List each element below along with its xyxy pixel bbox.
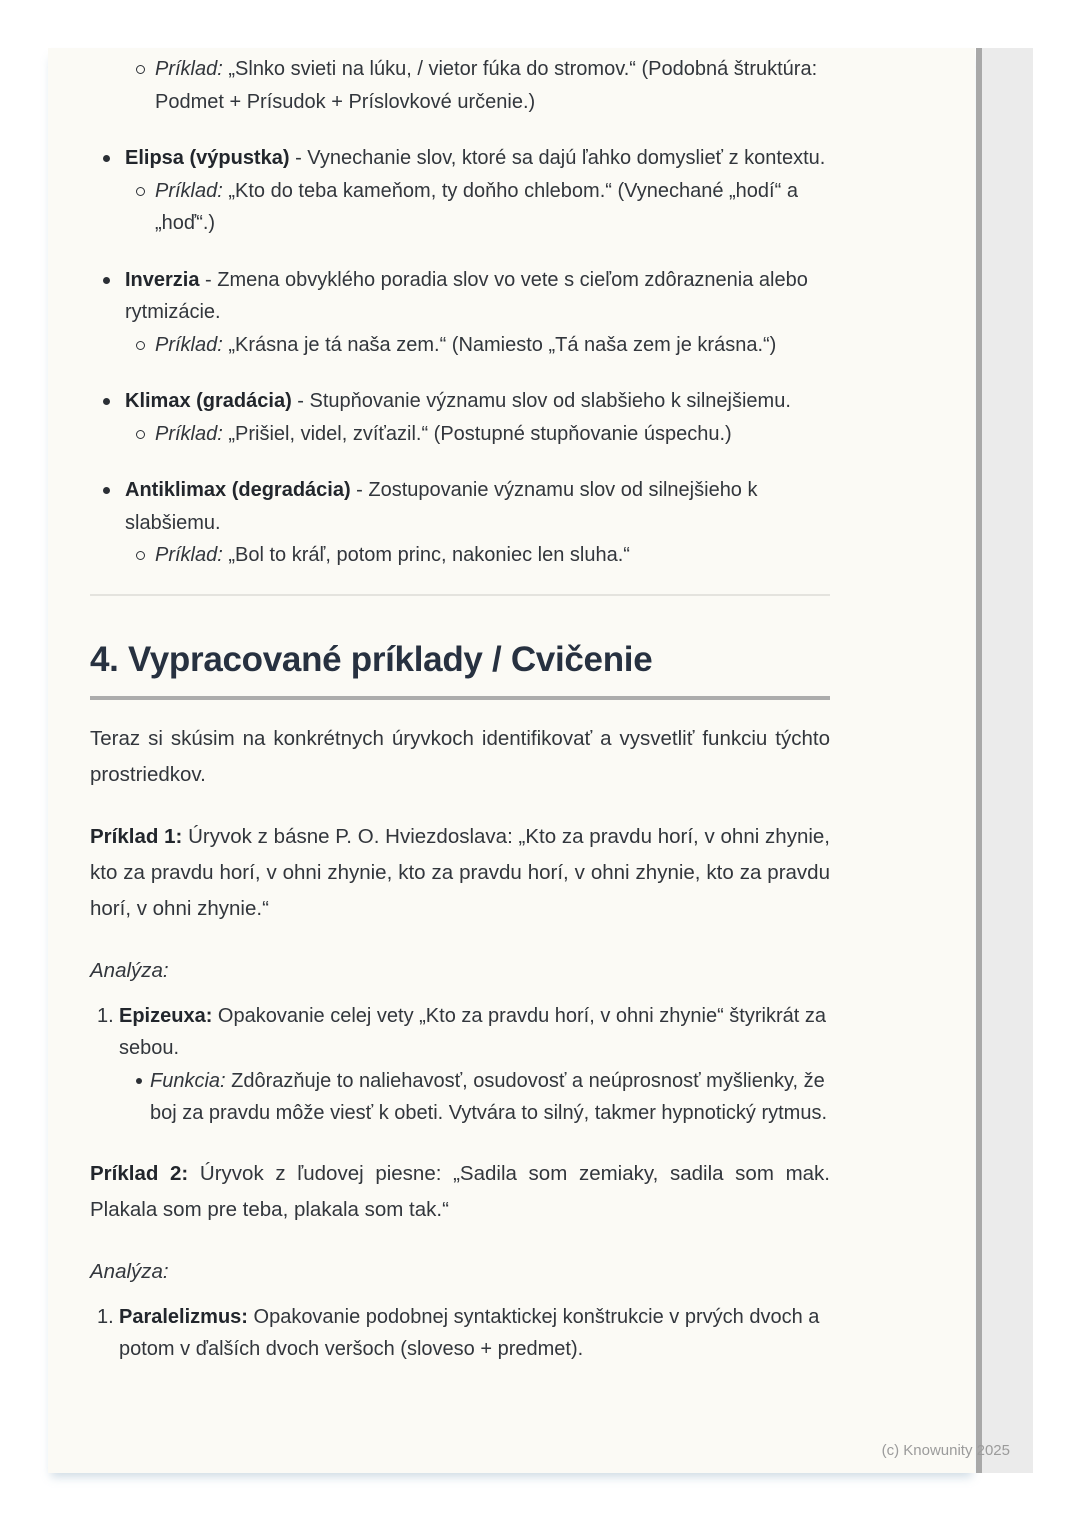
example-text: „Prišiel, videl, zvíťazil.“ (Postupné stupňovanie úspechu.) xyxy=(222,422,732,445)
circle-bullet-icon xyxy=(136,551,145,560)
device-term: Inverzia xyxy=(125,268,200,291)
device-definition xyxy=(125,474,830,539)
section-heading: 4. Vypracované príklady / Cvičenie xyxy=(90,639,653,679)
list-item-elipsa xyxy=(90,142,830,240)
device-definition xyxy=(125,142,830,175)
dot-bullet-icon xyxy=(136,1078,142,1084)
list-item-antiklimax xyxy=(90,474,830,572)
device-definition xyxy=(125,264,830,329)
device-sublist xyxy=(125,418,830,451)
list-item-paralelizmus xyxy=(90,1301,830,1366)
example2-paragraph xyxy=(90,1156,830,1228)
device-sublist xyxy=(125,175,830,240)
dot-bullet-icon xyxy=(103,155,110,162)
example-list-item xyxy=(125,329,830,362)
list-number: 1. xyxy=(97,1004,114,1027)
example-list-item xyxy=(125,539,830,572)
device-sublist xyxy=(125,329,830,362)
devices-list xyxy=(90,142,830,572)
page-content xyxy=(90,48,830,1366)
device-term: Klimax (gradácia) xyxy=(125,390,292,412)
function-label: Funkcia: xyxy=(150,1069,226,1092)
analysis1-label: Analýza: xyxy=(90,958,169,982)
analysis-term: Paralelizmus: xyxy=(119,1305,248,1328)
intro-paragraph: Teraz si skúsim na konkrétnych úryvkoch identifikovať a vysvetliť funkciu týchto prostriedkov. xyxy=(90,726,830,786)
watermark: (c) Knowunity 2025 xyxy=(881,1442,1010,1459)
device-term: Elipsa (výpustka) xyxy=(125,147,290,169)
example2-label: Príklad 2: xyxy=(90,1161,189,1185)
analysis-text xyxy=(119,1000,830,1065)
analysis-sublist xyxy=(119,1065,830,1130)
example2-text: Úryvok z ľudovej piesne: „Sadila som zemiaky, sadila som mak. Plakala som pre teba, plakala som tak.“ xyxy=(90,1161,830,1221)
circle-bullet-icon xyxy=(136,430,145,439)
example1-paragraph xyxy=(90,819,830,927)
example-text: „Bol to kráľ, potom princ, nakoniec len sluha.“ xyxy=(222,544,630,566)
function-text: Zdôrazňuje to naliehavosť, osudovosť a neúprosnosť myšlienky, že boj za pravdu môže viesť k obeti. Vytvára to silný, takmer hypnotický rytmus. xyxy=(150,1069,828,1124)
list-item-inverzia xyxy=(90,264,830,362)
example-list-item xyxy=(125,175,830,240)
example-list-item xyxy=(90,53,830,118)
example1-label: Príklad 1: xyxy=(90,824,183,848)
example-text: „Krásna je tá naša zem.“ (Namiesto „Tá naša zem je krásna.“) xyxy=(222,333,777,356)
section-divider-thin xyxy=(90,594,830,596)
example-text: „Kto do teba kameňom, ty doňho chlebom.“ (Vynechané „hodí“ a „hoď“.) xyxy=(155,179,798,234)
example-label: Príklad: xyxy=(155,333,223,356)
list-number: 1. xyxy=(97,1305,114,1328)
example-text: „Slnko svieti na lúku, / vietor fúka do stromov.“ (Podobná štruktúra: Podmet + Prísudok + Príslovkové určenie.) xyxy=(155,58,818,113)
device-text: - Vynechanie slov, ktoré sa dajú ľahko domyslieť z kontextu. xyxy=(289,147,826,169)
circle-bullet-icon xyxy=(136,187,145,196)
circle-bullet-icon xyxy=(136,341,145,350)
function-list-item xyxy=(119,1065,830,1130)
analysis-text xyxy=(119,1301,830,1366)
heading-underline-rule xyxy=(90,696,830,700)
scrollbar-track[interactable] xyxy=(976,48,1033,1473)
example-label: Príklad: xyxy=(155,422,223,445)
analysis2-list xyxy=(90,1301,830,1366)
example1-text: Úryvok z básne P. O. Hviezdoslava: „Kto za pravdu horí, v ohni zhynie, kto za pravdu horí, v ohni zhynie, kto za pravdu horí, v ohni zhynie, kto za pravdu horí, v ohni zhynie.“ xyxy=(90,824,830,920)
analysis2-label: Analýza: xyxy=(90,1259,169,1283)
analysis-body: Opakovanie celej vety „Kto za pravdu horí, v ohni zhynie“ štyrikrát za sebou. xyxy=(119,1004,826,1059)
device-text: - Zostupovanie významu slov od silnejšieho k slabšiemu. xyxy=(125,479,758,534)
analysis-body: Opakovanie podobnej syntaktickej konštrukcie v prvých dvoch a potom v ďalších dvoch veršoch (sloveso + predmet). xyxy=(119,1305,820,1360)
example-label: Príklad: xyxy=(155,544,223,566)
device-definition xyxy=(125,385,830,418)
dot-bullet-icon xyxy=(103,277,110,284)
device-text: - Zmena obvyklého poradia slov vo vete s cieľom zdôraznenia alebo rytmizácie. xyxy=(125,268,808,323)
analysis-term: Epizeuxa: xyxy=(119,1004,213,1027)
list-item-klimax xyxy=(90,385,830,450)
example-list-item xyxy=(125,418,830,451)
device-text: - Stupňovanie významu slov od slabšieho k silnejšiemu. xyxy=(291,390,791,412)
example-label: Príklad: xyxy=(155,179,223,202)
analysis1-list xyxy=(90,1000,830,1130)
example-label: Príklad: xyxy=(155,58,223,80)
circle-bullet-icon xyxy=(136,65,145,74)
dot-bullet-icon xyxy=(103,398,110,405)
document-page xyxy=(48,48,975,1473)
dot-bullet-icon xyxy=(103,487,110,494)
list-item-epizeuxa xyxy=(90,1000,830,1130)
device-term: Antiklimax (degradácia) xyxy=(125,479,351,501)
device-sublist xyxy=(125,539,830,572)
continuation-sublist xyxy=(90,53,830,118)
